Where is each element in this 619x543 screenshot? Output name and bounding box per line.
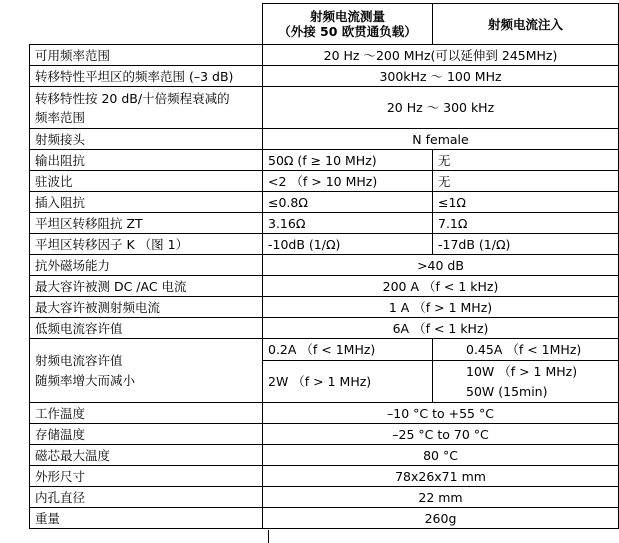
row-measure: <2 （f > 10 MHz) <box>263 171 433 192</box>
header-empty-cell <box>30 4 263 45</box>
row-measure: 3.16Ω <box>263 213 433 234</box>
table-row <box>30 129 619 150</box>
table-row <box>30 234 619 255</box>
row-inject: -17dB (1/Ω) <box>433 234 619 255</box>
table-row <box>30 445 619 466</box>
row-measure: 50Ω (f ≥ 10 MHz) <box>263 150 433 171</box>
row-inject: ≤1Ω <box>433 192 619 213</box>
row-label-line: 转移特性按 20 dB/十倍频程衰减的 <box>35 90 230 106</box>
row-label: 插入阻抗 <box>30 192 263 213</box>
row-value: 80 °C <box>263 445 619 466</box>
row-inject-line: 50W (15min) <box>466 383 548 399</box>
row-label-line: 随频率增大而减小 <box>35 372 136 388</box>
table-row <box>30 339 619 361</box>
row-value: 78x26x71 mm <box>263 466 619 487</box>
table-row <box>30 87 619 129</box>
table-row <box>30 276 619 297</box>
spec-table <box>29 3 619 529</box>
row-value: –10 °C to +55 °C <box>263 403 619 424</box>
row-label: 内孔直径 <box>30 487 263 508</box>
row-label: 重量 <box>30 508 263 529</box>
table-row <box>30 213 619 234</box>
row-measure: -10dB (1/Ω) <box>263 234 433 255</box>
header-measure <box>263 4 433 45</box>
header-row <box>30 4 619 45</box>
row-label: 输出阻抗 <box>30 150 263 171</box>
row-label-line: 频率范围 <box>35 109 86 125</box>
row-value: 300kHz ～ 100 MHz <box>263 66 619 87</box>
table-row <box>30 150 619 171</box>
row-value: 20 Hz ～200 MHz(可以延伸到 245MHz) <box>263 45 619 66</box>
row-label: 工作温度 <box>30 403 263 424</box>
row-value: 22 mm <box>263 487 619 508</box>
row-value: 260g <box>263 508 619 529</box>
row-label: 平坦区转移因子 K （图 1） <box>30 234 263 255</box>
row-value: 200 A （f < 1 kHz) <box>263 276 619 297</box>
row-label: 平坦区转移阻抗 ZT <box>30 213 263 234</box>
row-inject: 无 <box>433 150 619 171</box>
row-label <box>30 339 263 403</box>
table-row <box>30 424 619 445</box>
row-label: 驻波比 <box>30 171 263 192</box>
row-label: 转移特性平坦区的频率范围 (–3 dB) <box>30 66 263 87</box>
table-row <box>30 297 619 318</box>
row-value: 1 A （f > 1 MHz) <box>263 297 619 318</box>
row-inject <box>433 361 619 403</box>
row-value: N female <box>263 129 619 150</box>
row-value: 20 Hz ～ 300 kHz <box>263 87 619 129</box>
row-value: –25 °C to 70 °C <box>263 424 619 445</box>
row-label: 外形尺寸 <box>30 466 263 487</box>
row-label: 抗外磁场能力 <box>30 255 263 276</box>
row-label: 最大容许被测 DC /AC 电流 <box>30 276 263 297</box>
table-row <box>30 508 619 529</box>
header-measure-title: 射频电流测量 <box>309 9 385 24</box>
row-label: 射频接头 <box>30 129 263 150</box>
table-row <box>30 403 619 424</box>
table-row <box>30 487 619 508</box>
table-row <box>30 466 619 487</box>
row-value: >40 dB <box>263 255 619 276</box>
row-inject-line: 10W （f > 1 MHz) <box>466 363 578 379</box>
table-row <box>30 192 619 213</box>
row-label: 最大容许被测射频电流 <box>30 297 263 318</box>
row-inject: 无 <box>433 171 619 192</box>
row-label: 可用频率范围 <box>30 45 263 66</box>
row-measure: 0.2A （f < 1MHz) <box>263 339 433 361</box>
row-measure: ≤0.8Ω <box>263 192 433 213</box>
table-row <box>30 318 619 339</box>
row-inject: 0.45A （f < 1MHz) <box>433 339 619 361</box>
table-row <box>30 66 619 87</box>
row-label: 低频电流容许值 <box>30 318 263 339</box>
row-label: 磁芯最大温度 <box>30 445 263 466</box>
row-value: 6A （f < 1 kHz) <box>263 318 619 339</box>
row-inject: 7.1Ω <box>433 213 619 234</box>
column-divider-stub <box>268 530 270 543</box>
row-label: 存储温度 <box>30 424 263 445</box>
row-label <box>30 87 263 129</box>
header-inject: 射频电流注入 <box>433 4 619 45</box>
row-measure: 2W （f > 1 MHz) <box>263 361 433 403</box>
header-measure-subtitle: （外接 50 欧贯通负载） <box>278 24 417 39</box>
table-row <box>30 255 619 276</box>
table-row <box>30 45 619 66</box>
table-row <box>30 171 619 192</box>
row-label-line: 射频电流容许值 <box>35 352 123 368</box>
